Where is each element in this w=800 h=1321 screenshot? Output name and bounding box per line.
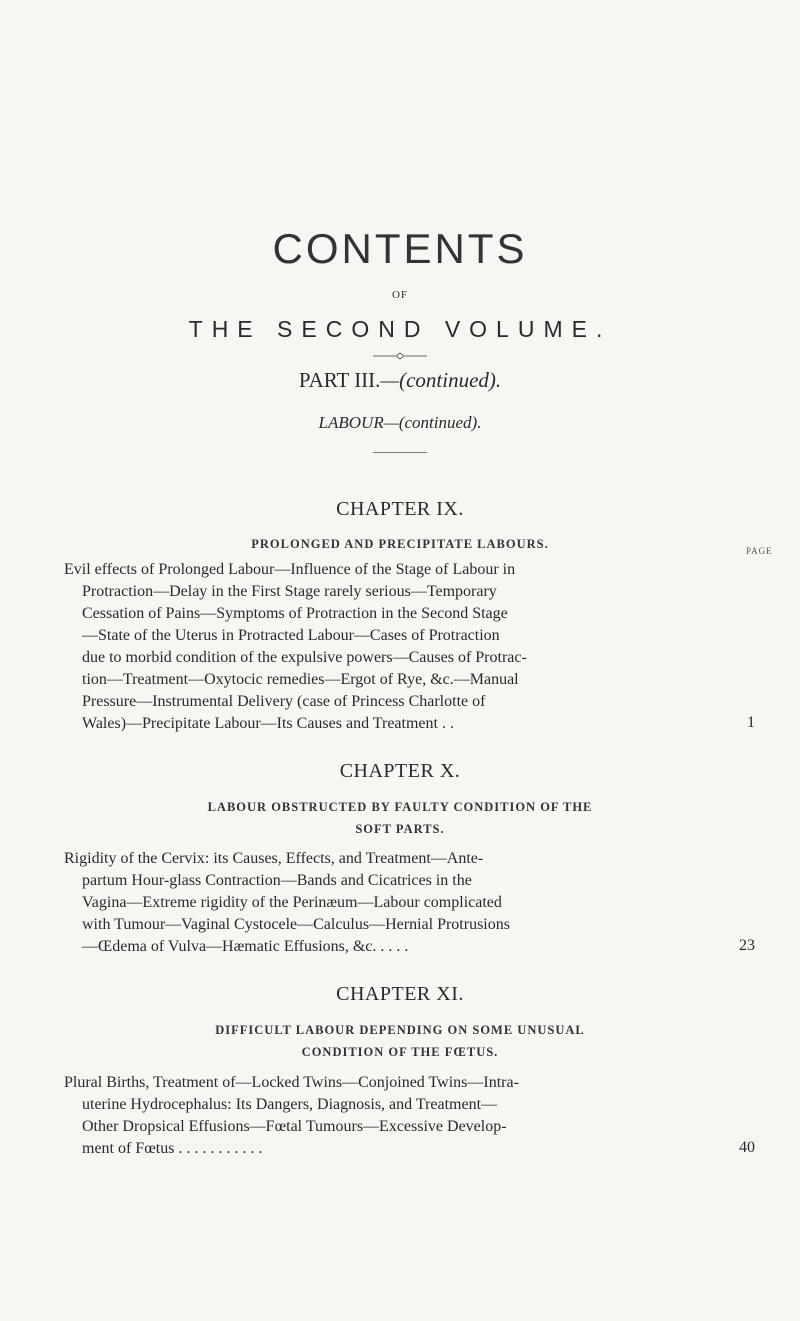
chapter-heading: CHAPTER IX.: [336, 498, 464, 520]
entry-line: partum Hour-glass Contraction—Bands and Cicatrices in the: [82, 872, 472, 889]
labour-heading: [0, 413, 800, 433]
chapter-subtitle: SOFT PARTS.: [355, 822, 445, 836]
page-number: 40: [739, 1139, 755, 1156]
entry-line: Rigidity of the Cervix: its Causes, Effects, and Treatment—Ante-: [64, 850, 484, 867]
volume-title: THE SECOND VOLUME.: [188, 316, 612, 342]
entry-line: Protraction—Delay in the First Stage rarely serious—Temporary: [82, 583, 497, 600]
chapter-subtitle: CONDITION OF THE FŒTUS.: [301, 1045, 499, 1059]
chapter-subtitle: LABOUR OBSTRUCTED BY FAULTY CONDITION OF THE: [207, 800, 593, 814]
title-of: OF: [391, 289, 409, 301]
page-number: 1: [747, 714, 755, 731]
part-continued: —(continued).: [380, 368, 502, 392]
entry-line: with Tumour—Vaginal Cystocele—Calculus—Hernial Protrusions: [82, 916, 510, 933]
chapter-subtitle: DIFFICULT LABOUR DEPENDING ON SOME UNUSUAL: [215, 1023, 585, 1037]
entry-line: Wales)—Precipitate Labour—Its Causes and Treatment . .: [82, 715, 454, 732]
chapter-heading: CHAPTER X.: [339, 760, 461, 782]
entry-line: —State of the Uterus in Protracted Labour—Cases of Protraction: [82, 627, 500, 644]
page-column-label: PAGE: [746, 546, 773, 556]
entry-line: —Œdema of Vulva—Hæmatic Effusions, &c. . . . .: [82, 938, 409, 955]
entry-line: ment of Fœtus . . . . . . . . . . .: [82, 1140, 263, 1157]
labour-continued: —(continued).: [383, 413, 482, 432]
entry-line: Plural Births, Treatment of—Locked Twins—Conjoined Twins—Intra-: [64, 1074, 519, 1091]
ornament-divider: [373, 352, 427, 360]
page-number: 23: [739, 937, 755, 954]
chapter-heading: CHAPTER XI.: [336, 983, 464, 1005]
part-label: PART III.: [298, 368, 381, 392]
entry-line: uterine Hydrocephalus: Its Dangers, Diagnosis, and Treatment—: [82, 1096, 498, 1113]
entry-line: tion—Treatment—Oxytocic remedies—Ergot of Rye, &c.—Manual: [82, 671, 519, 688]
entry-line: Other Dropsical Effusions—Fœtal Tumours—Excessive Develop-: [82, 1118, 507, 1135]
entry-line: Vagina—Extreme rigidity of the Perinæum—Labour complicated: [82, 894, 502, 911]
entry-line: Pressure—Instrumental Delivery (case of Princess Charlotte of: [82, 693, 486, 710]
part-heading: [0, 368, 800, 393]
labour-label: LABOUR: [318, 413, 384, 432]
entry-line: Evil effects of Prolonged Labour—Influence of the Stage of Labour in: [64, 561, 516, 578]
page-title: CONTENTS: [272, 225, 528, 272]
entry-line: Cessation of Pains—Symptoms of Protraction in the Second Stage: [82, 605, 508, 622]
chapter-subtitle: PROLONGED AND PRECIPITATE LABOURS.: [251, 537, 549, 551]
entry-line: due to morbid condition of the expulsive powers—Causes of Protrac-: [82, 649, 527, 666]
section-rule: [373, 452, 427, 453]
